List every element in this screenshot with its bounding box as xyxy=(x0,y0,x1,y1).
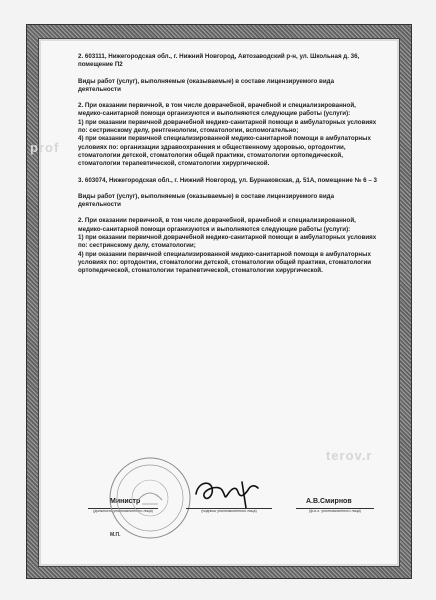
official-position: Министр xyxy=(110,498,141,505)
signature-caption: (подпись уполномоченного лица) xyxy=(201,509,257,513)
stamp-place: М.П. xyxy=(110,532,121,538)
official-name: А.В.Смирнов xyxy=(306,498,352,505)
works-heading-2: Виды работ (услуг), выполняемые (оказываемые) в составе лицензируемого вида деятельности xyxy=(78,77,335,93)
works-heading-3: Виды работ (услуг), выполняемые (оказываемые) в составе лицензируемого вида деятельности xyxy=(78,192,335,209)
works-list-3: 2. При оказании первичной, в том числе доврачебной, врачебной и специализированной, медико-санитарной помощи организуются и выполняются следующие работы (услуги): 1) при оказании первичной доврачебной медико-санитарной помощи в амбулаторных условиях по: сестринскому делу, стоматологии; 4) при оказании первичной специализированной медико-санитарной помощи в амбулаторных условиях по: ортодонтии, стоматологии детской, стоматологии общей практики, стоматологии ортопедической, стоматологии терапевтической, стоматологии хирургической. xyxy=(78,217,377,275)
watermark-left: prof xyxy=(30,140,60,155)
handwritten-signature-icon xyxy=(188,472,268,512)
name-caption: (ф.и.о. уполномоченного лица) xyxy=(309,509,361,513)
address-3: 3. 603074, Нижегородская обл., г. Нижний Новгород, ул. Бурнаковская, д. 51А, помещение № 6 – 3 xyxy=(78,176,377,184)
address-2: 2. 603111, Нижегородская обл., г. Нижний Новгород, Автозаводский р-н, ул. Школьная д. 36, помещение П2 xyxy=(78,53,360,69)
seal-stamp-icon xyxy=(108,456,192,540)
works-list-2: 2. При оказании первичной, в том числе доврачебной, врачебной и специализированной, медико-санитарной помощи организуются и выполняются следующие работы (услуги): 1) при оказании первичной доврачебной медико-санитарной помощи в амбулаторных условиях по: сестринскому делу, рентгенологии, стоматологии, вспомогательно; 4) при оказании первичной специализированной медико-санитарной помощи в амбулаторных условиях по: организации здравоохранения и общественному здоровью, ортодонтии, стоматологии детской, стоматологии общей практики, стоматологии ортопедической, стоматологии терапевтической, стоматологии хирургической. xyxy=(78,102,377,168)
watermark-right: terov.r xyxy=(326,448,373,463)
position-caption: (должность уполномоченного лица) xyxy=(93,509,153,513)
